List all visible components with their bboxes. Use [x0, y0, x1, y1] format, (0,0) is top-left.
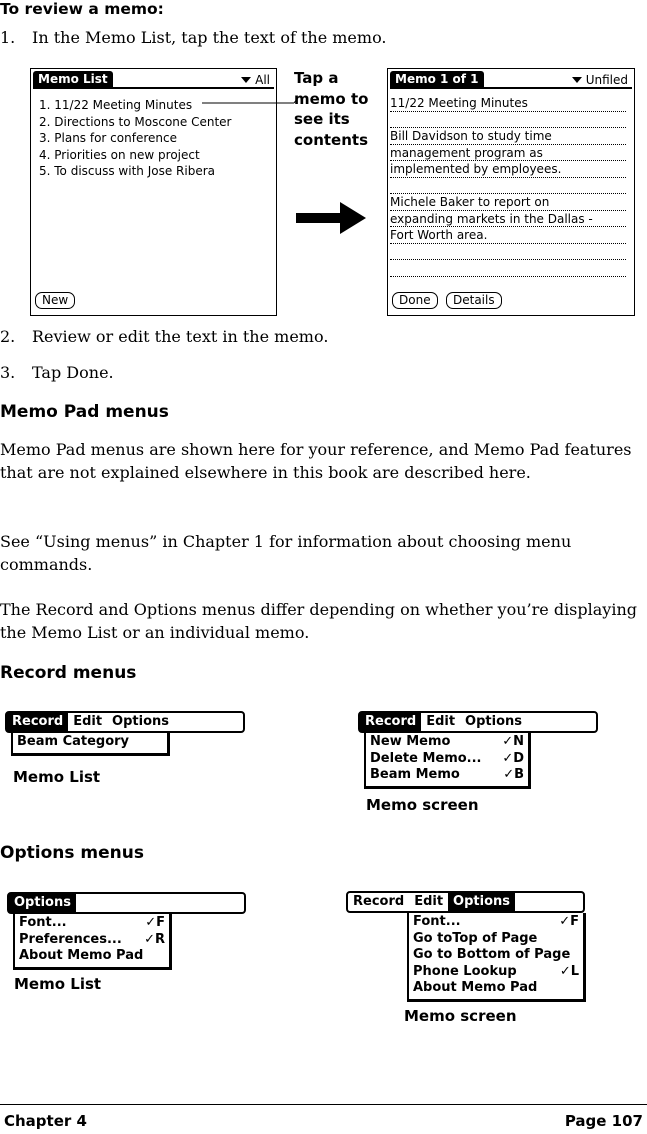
section-heading: To review a memo:	[0, 0, 164, 18]
list-item[interactable]: 4. Priorities on new project	[39, 147, 200, 162]
menu-options[interactable]: Options	[9, 894, 76, 912]
menu-item-label: Phone Lookup	[413, 963, 517, 979]
menu-item-beam-memo[interactable]	[370, 767, 524, 784]
record-list-dropdown	[11, 733, 170, 756]
menu-item-about-memo-pad[interactable]	[413, 980, 579, 997]
menu-item-shortcut: ✓B	[503, 767, 524, 782]
list-item[interactable]: 2. Directions to Moscone Center	[39, 114, 232, 129]
dotted-rule	[390, 259, 626, 260]
menu-item-font[interactable]	[19, 915, 165, 932]
record-screen-caption: Memo screen	[366, 796, 479, 814]
category-label: Unfiled	[585, 73, 628, 87]
record-menus-heading: Record menus	[0, 663, 137, 683]
footer-chapter: Chapter 4	[4, 1112, 87, 1130]
dotted-rule	[390, 177, 626, 178]
memo-line[interactable]: 11/22 Meeting Minutes	[390, 96, 528, 110]
footer-rule	[0, 1104, 647, 1105]
menu-edit[interactable]: Edit	[426, 714, 456, 729]
menu-record[interactable]: Record	[353, 894, 405, 909]
record-screen-dropdown	[364, 733, 531, 789]
memo-pad-menus-heading: Memo Pad menus	[0, 402, 169, 422]
menu-item-shortcut: ✓N	[502, 734, 524, 749]
category-picker[interactable]	[572, 72, 628, 88]
dropdown-triangle-icon	[572, 77, 582, 83]
callout-text: Tap a memo to see its contents	[294, 69, 369, 149]
memo-list-titlebar	[33, 71, 274, 89]
menu-options[interactable]: Options	[465, 714, 522, 729]
menu-edit[interactable]: Edit	[414, 894, 444, 909]
menu-item-delete-memo[interactable]	[370, 751, 524, 768]
memo-pad-menus-para2: See “Using menus” in Chapter 1 for information about choosing menu commands.	[0, 532, 572, 574]
menu-item-shortcut: ✓F	[145, 915, 165, 930]
memo-line[interactable]: Fort Worth area.	[390, 228, 488, 242]
menu-item-beam-category[interactable]	[17, 734, 163, 751]
options-menus-heading: Options menus	[0, 843, 144, 863]
menu-item-preferences[interactable]	[19, 932, 165, 949]
menu-item-label: Delete Memo...	[370, 750, 482, 766]
menu-record[interactable]: Record	[360, 713, 421, 731]
footer-page: Page 107	[564, 1112, 643, 1130]
memo-title: Memo 1 of 1	[390, 71, 484, 87]
dropdown-triangle-icon	[241, 77, 251, 83]
memo-line[interactable]: management program as	[390, 146, 543, 160]
dotted-rule	[390, 210, 626, 211]
step-2-text: Review or edit the text in the memo.	[32, 327, 329, 346]
menu-options[interactable]: Options	[112, 714, 169, 729]
step-1-text: In the Memo List, tap the text of the memo.	[32, 28, 387, 47]
menu-record[interactable]: Record	[7, 713, 68, 731]
memo-screen	[387, 68, 635, 316]
options-list-menubar	[7, 892, 246, 914]
category-picker[interactable]	[241, 72, 270, 88]
options-screen-menubar	[346, 891, 585, 913]
step-1-number: 1.	[0, 28, 16, 47]
list-item[interactable]: 3. Plans for conference	[39, 131, 177, 145]
menu-item-label: New Memo	[370, 734, 451, 749]
menu-item-phone-lookup[interactable]	[413, 964, 579, 981]
menu-item-label: Preferences...	[19, 931, 122, 947]
dotted-rule	[390, 276, 626, 277]
menu-item-label: Go toTop of Page	[413, 930, 538, 946]
menu-item-shortcut: ✓F	[559, 914, 579, 929]
menu-item-go-to-bottom[interactable]	[413, 947, 579, 964]
dotted-rule	[390, 193, 626, 194]
menu-item-shortcut: ✓L	[559, 963, 579, 979]
menu-options[interactable]: Options	[448, 893, 515, 911]
step-3-text: Tap Done.	[32, 363, 114, 382]
options-screen-caption: Memo screen	[404, 1007, 517, 1025]
dotted-rule	[390, 127, 626, 128]
step-2-number: 2.	[0, 327, 16, 346]
menu-item-label: About Memo Pad	[413, 980, 538, 995]
list-item[interactable]: 1. 11/22 Meeting Minutes	[39, 98, 193, 112]
memo-line[interactable]: Bill Davidson to study time	[390, 129, 552, 143]
menu-item-about-memo-pad[interactable]	[19, 948, 165, 965]
memo-list-title: Memo List	[33, 71, 113, 87]
menu-item-label: Go to Bottom of Page	[413, 947, 571, 962]
menu-item-label: Beam Category	[17, 734, 130, 749]
memo-line[interactable]: Michele Baker to report on	[390, 195, 550, 209]
options-screen-dropdown	[407, 913, 586, 1002]
dotted-rule	[390, 144, 626, 145]
memo-line[interactable]: implemented by employees.	[390, 162, 562, 176]
callout-line	[200, 95, 300, 107]
menu-item-font[interactable]	[413, 914, 579, 931]
options-list-dropdown	[13, 914, 172, 970]
record-screen-menubar	[358, 711, 598, 733]
memo-line[interactable]: expanding markets in the Dallas -	[390, 212, 593, 226]
menu-item-shortcut: ✓D	[502, 750, 524, 766]
list-item[interactable]: 5. To discuss with Jose Ribera	[39, 164, 215, 178]
details-button[interactable]: Details	[446, 292, 502, 309]
record-list-caption: Memo List	[13, 768, 101, 786]
dotted-rule	[390, 160, 626, 161]
step-3-number: 3.	[0, 363, 16, 382]
memo-pad-menus-para3: The Record and Options menus differ depending on whether you’re displaying the Memo List or an individual memo.	[0, 600, 637, 642]
menu-item-label: About Memo Pad	[19, 948, 144, 963]
memo-pad-menus-para1: Memo Pad menus are shown here for your reference, and Memo Pad features that are not explained elsewhere in this book are described here.	[0, 440, 632, 482]
menu-edit[interactable]: Edit	[73, 714, 103, 729]
new-button[interactable]: New	[35, 292, 75, 309]
dotted-rule	[390, 226, 626, 227]
menu-item-go-to-top[interactable]	[413, 931, 579, 948]
options-list-caption: Memo List	[14, 975, 102, 993]
menu-item-label: Font...	[413, 914, 461, 929]
done-button[interactable]: Done	[392, 292, 438, 309]
record-list-menubar	[5, 711, 245, 733]
right-arrow-icon	[296, 200, 368, 238]
memo-list	[39, 97, 231, 180]
menu-item-label: Font...	[19, 915, 67, 930]
menu-item-shortcut: ✓R	[144, 931, 165, 947]
dotted-rule	[390, 111, 626, 112]
category-label: All	[255, 73, 270, 87]
dotted-rule	[390, 243, 626, 244]
menu-item-label: Beam Memo	[370, 767, 460, 782]
menu-item-new-memo[interactable]	[370, 734, 524, 751]
memo-titlebar	[390, 71, 632, 89]
